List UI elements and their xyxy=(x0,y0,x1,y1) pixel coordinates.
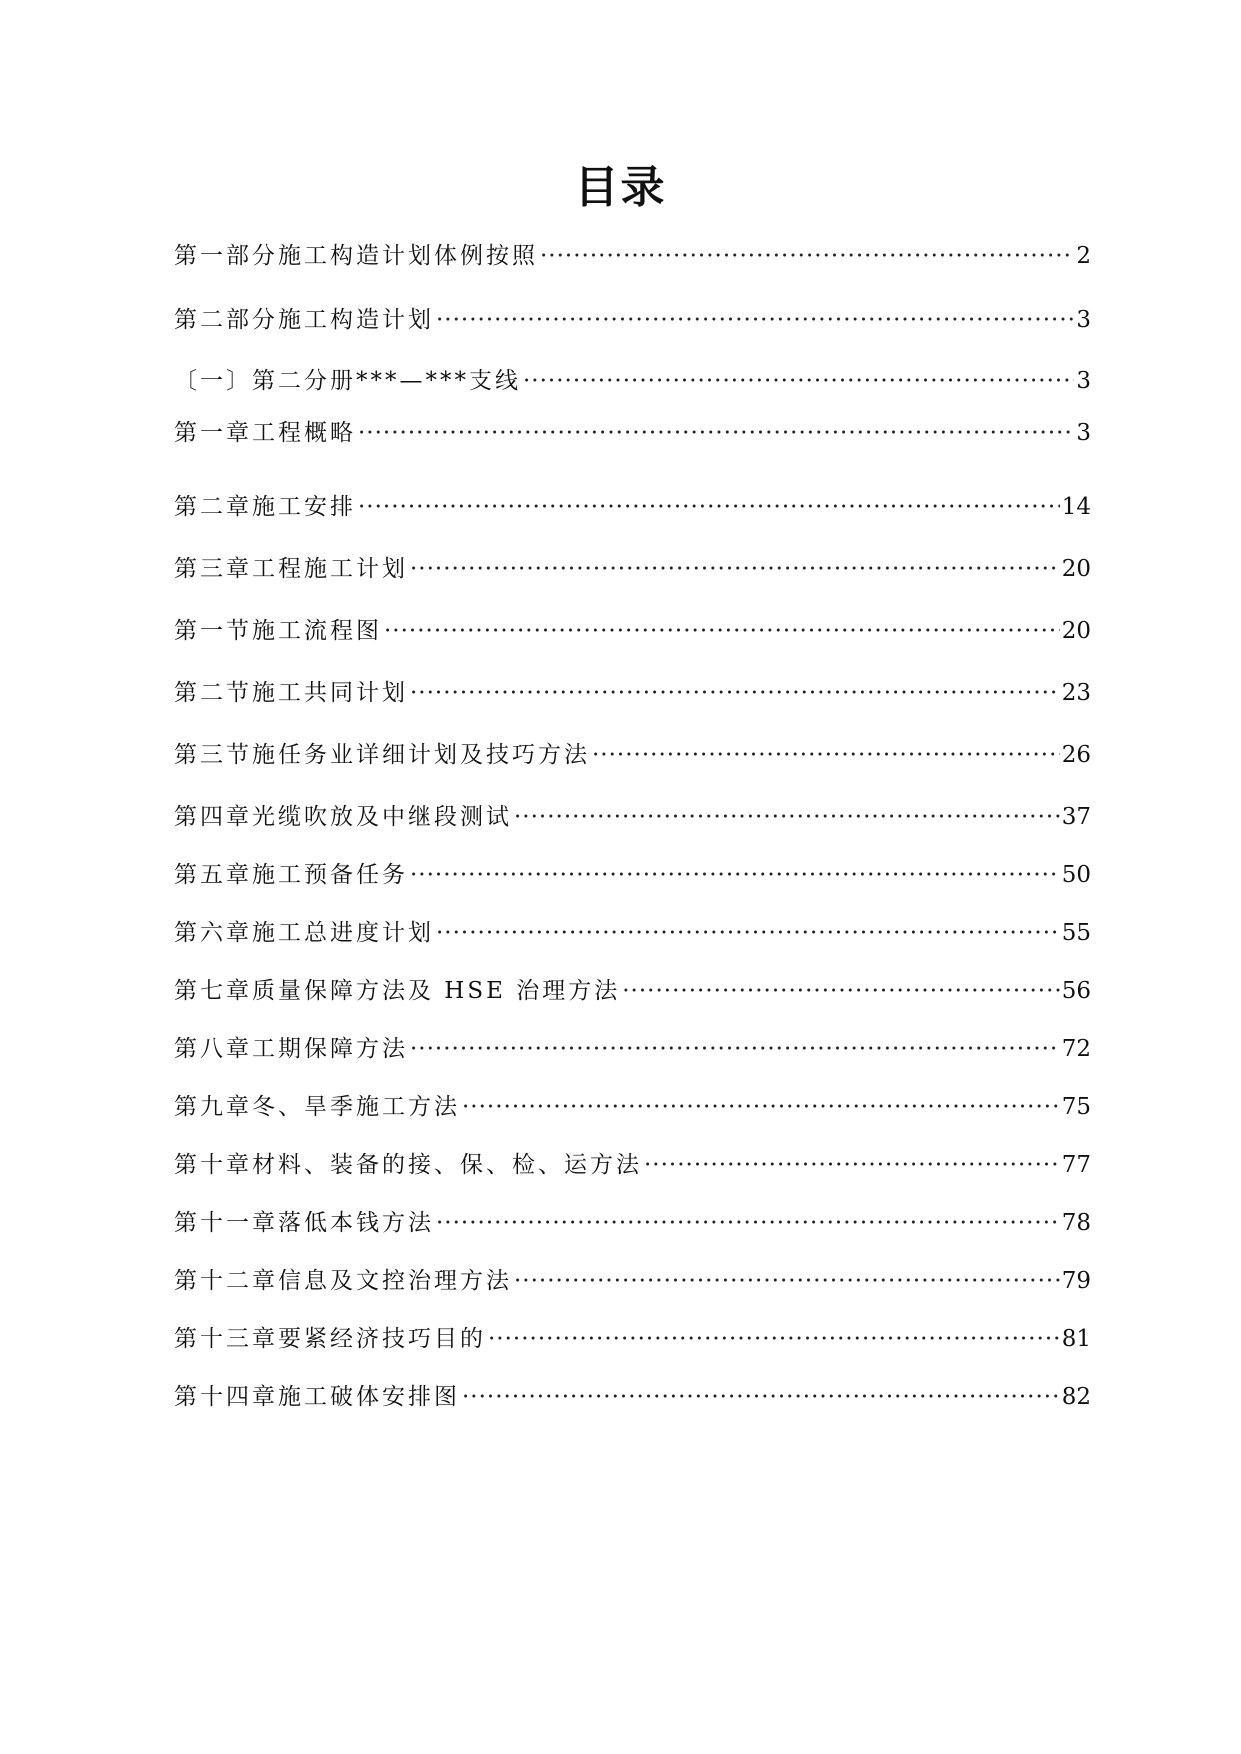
toc-dot-leader xyxy=(462,1090,1060,1124)
toc-entry-page: 3 xyxy=(1076,420,1091,446)
toc-entry-label: 〔一〕第二分册***—***支线 xyxy=(174,368,521,394)
toc-entry-label: 第十三章要紧经济技巧目的 xyxy=(174,1326,486,1352)
toc-dot-leader xyxy=(644,1148,1060,1182)
toc-entry-page: 20 xyxy=(1061,556,1091,582)
toc-entry-label: 第一部分施工构造计划体例按照 xyxy=(174,243,538,269)
toc-dot-leader xyxy=(523,364,1074,398)
toc-entry-label: 第八章工期保障方法 xyxy=(174,1036,408,1062)
toc-dot-leader xyxy=(592,738,1060,772)
toc-dot-leader xyxy=(358,490,1060,524)
toc-entry xyxy=(174,738,1091,772)
toc-dot-leader xyxy=(540,239,1074,273)
toc-entry-page: 2 xyxy=(1076,243,1091,269)
toc-entry-page: 26 xyxy=(1061,742,1091,768)
toc-entry xyxy=(174,974,1091,1008)
toc-entry-page: 23 xyxy=(1061,680,1091,706)
toc-entry-page: 79 xyxy=(1061,1268,1091,1294)
toc-dot-leader xyxy=(384,614,1060,648)
toc-dot-leader xyxy=(514,800,1060,834)
toc-entry-label: 第四章光缆吹放及中继段测试 xyxy=(174,804,512,830)
toc-entry-label: 第一节施工流程图 xyxy=(174,618,382,644)
toc-entry xyxy=(174,800,1091,834)
toc-entry-label: 第一章工程概略 xyxy=(174,420,356,446)
toc-title: 目录 xyxy=(574,162,667,213)
toc-entry-label: 第二章施工安排 xyxy=(174,494,356,520)
toc-dot-leader xyxy=(622,974,1059,1008)
toc-entry xyxy=(174,1380,1091,1414)
toc-entry-page: 50 xyxy=(1061,862,1091,888)
toc-entry-page: 56 xyxy=(1061,978,1091,1004)
toc-entry xyxy=(174,676,1091,710)
toc-entry-page: 14 xyxy=(1061,494,1091,520)
toc-dot-leader xyxy=(462,1380,1060,1414)
toc-entry xyxy=(174,239,1091,273)
toc-entry-page: 72 xyxy=(1061,1036,1091,1062)
toc-entry-label: 第二节施工共同计划 xyxy=(174,680,408,706)
toc-entry xyxy=(174,303,1091,337)
toc-entry-page: 81 xyxy=(1061,1326,1091,1352)
toc-entry-page: 20 xyxy=(1061,618,1091,644)
toc-entry-label: 第三章工程施工计划 xyxy=(174,556,408,582)
toc-entry xyxy=(174,614,1091,648)
toc-dot-leader xyxy=(410,552,1060,586)
toc-dot-leader xyxy=(410,676,1060,710)
toc-entry xyxy=(174,364,1091,398)
toc-entry-label: 第七章质量保障方法及 HSE 治理方法 xyxy=(174,978,621,1004)
toc-entry xyxy=(174,858,1091,892)
toc-entry-page: 77 xyxy=(1061,1152,1091,1178)
toc-entry-label: 第三节施任务业详细计划及技巧方法 xyxy=(174,742,590,768)
toc-entry xyxy=(174,916,1091,950)
toc-entry xyxy=(174,1206,1091,1240)
toc-dot-leader xyxy=(410,1032,1060,1066)
toc-entry xyxy=(174,1322,1091,1356)
toc-entry-page: 78 xyxy=(1061,1210,1091,1236)
toc-entry-page: 55 xyxy=(1061,920,1091,946)
toc-entry-page: 75 xyxy=(1061,1094,1091,1120)
toc-dot-leader xyxy=(410,858,1060,892)
toc-entry xyxy=(174,1032,1091,1066)
toc-entry-label: 第十二章信息及文控治理方法 xyxy=(174,1268,512,1294)
toc-entry-page: 3 xyxy=(1076,368,1091,394)
toc-entry xyxy=(174,1264,1091,1298)
toc-entry xyxy=(174,490,1091,524)
toc-entry-label: 第十章材料、装备的接、保、检、运方法 xyxy=(174,1152,642,1178)
toc-dot-leader xyxy=(436,916,1060,950)
toc-entry xyxy=(174,1148,1091,1182)
toc-entry-page: 3 xyxy=(1076,307,1091,333)
toc-entry-label: 第二部分施工构造计划 xyxy=(174,307,434,333)
toc-entry-label: 第五章施工预备任务 xyxy=(174,862,408,888)
toc-dot-leader xyxy=(358,416,1074,450)
toc-dot-leader xyxy=(436,1206,1060,1240)
toc-entry xyxy=(174,416,1091,450)
toc-entry-page: 82 xyxy=(1061,1384,1091,1410)
toc-entry-label: 第十四章施工破体安排图 xyxy=(174,1384,460,1410)
toc-entry xyxy=(174,1090,1091,1124)
toc-dot-leader xyxy=(514,1264,1060,1298)
toc-entry xyxy=(174,552,1091,586)
toc-dot-leader xyxy=(488,1322,1060,1356)
toc-entry-label: 第九章冬、旱季施工方法 xyxy=(174,1094,460,1120)
toc-dot-leader xyxy=(436,303,1074,337)
toc-entry-label: 第十一章落低本钱方法 xyxy=(174,1210,434,1236)
toc-entry-label: 第六章施工总进度计划 xyxy=(174,920,434,946)
toc-entry-page: 37 xyxy=(1061,804,1091,830)
